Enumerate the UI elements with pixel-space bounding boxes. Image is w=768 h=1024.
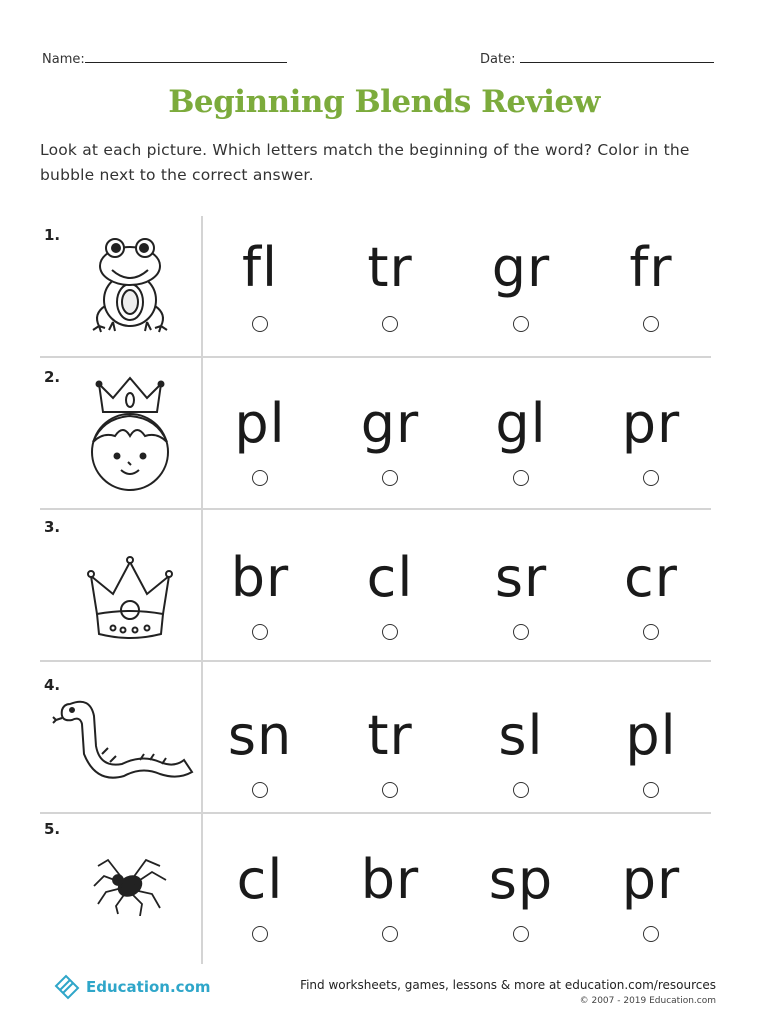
vertical-divider [201, 216, 203, 964]
name-line[interactable] [85, 50, 287, 63]
crown-icon [60, 552, 200, 644]
answer-bubble[interactable] [382, 624, 398, 640]
answer-option[interactable] [601, 850, 701, 910]
option-letters: gr [360, 392, 420, 455]
answer-bubble[interactable] [513, 782, 529, 798]
option-letters: fl [241, 236, 278, 299]
page-title: Beginning Blends Review [168, 84, 600, 120]
snake-icon [50, 694, 200, 784]
option-letters: tr [367, 704, 413, 767]
prince-icon [60, 374, 200, 494]
answer-bubble[interactable] [252, 926, 268, 942]
answer-option[interactable] [471, 706, 571, 766]
option-letters: pl [234, 392, 286, 455]
education-logo[interactable] [52, 972, 211, 1002]
option-letters: gr [491, 236, 551, 299]
option-letters: pl [625, 704, 677, 767]
date-line[interactable] [520, 50, 714, 63]
answer-option[interactable] [210, 394, 310, 454]
answer-bubble[interactable] [382, 470, 398, 486]
education-brand: Education.com [86, 978, 211, 996]
date-label: Date: [480, 52, 516, 67]
answer-bubble[interactable] [643, 470, 659, 486]
row-divider [40, 356, 711, 358]
answer-option[interactable] [340, 850, 440, 910]
option-letters: fr [629, 236, 673, 299]
answer-bubble[interactable] [513, 316, 529, 332]
answer-option[interactable] [471, 850, 571, 910]
question-number: 4. [44, 676, 61, 694]
answer-bubble[interactable] [252, 624, 268, 640]
answer-bubble[interactable] [252, 782, 268, 798]
answer-option[interactable] [471, 238, 571, 298]
answer-option[interactable] [210, 238, 310, 298]
option-letters: br [360, 848, 420, 911]
footer-tagline[interactable]: Find worksheets, games, lessons & more at education.com/resources [300, 978, 716, 992]
answer-bubble[interactable] [513, 926, 529, 942]
answer-bubble[interactable] [513, 624, 529, 640]
answer-option[interactable] [601, 706, 701, 766]
answer-bubble[interactable] [382, 926, 398, 942]
option-letters: pr [621, 848, 681, 911]
footer-copyright: © 2007 - 2019 Education.com [579, 996, 716, 1006]
answer-option[interactable] [340, 394, 440, 454]
option-letters: sp [488, 848, 554, 911]
answer-bubble[interactable] [382, 782, 398, 798]
answer-option[interactable] [210, 850, 310, 910]
answer-option[interactable] [340, 238, 440, 298]
answer-bubble[interactable] [643, 624, 659, 640]
option-letters: tr [367, 236, 413, 299]
question-number: 1. [44, 226, 61, 244]
option-letters: cl [236, 848, 284, 911]
row-divider [40, 508, 711, 510]
answer-option[interactable] [601, 238, 701, 298]
answer-bubble[interactable] [643, 782, 659, 798]
spider-icon [60, 852, 200, 916]
name-label: Name: [42, 52, 85, 67]
question-number: 2. [44, 368, 61, 386]
answer-bubble[interactable] [643, 316, 659, 332]
answer-bubble[interactable] [643, 926, 659, 942]
frog-icon [60, 234, 200, 334]
option-letters: sr [494, 546, 548, 609]
answer-option[interactable] [471, 394, 571, 454]
answer-bubble[interactable] [252, 316, 268, 332]
option-letters: pr [621, 392, 681, 455]
name-field[interactable] [42, 50, 287, 67]
answer-bubble[interactable] [382, 316, 398, 332]
instructions: Look at each picture. Which letters match the beginning of the word? Color in the bubble next to the correct answer. [40, 141, 690, 184]
row-divider [40, 812, 711, 814]
option-letters: gl [495, 392, 547, 455]
option-letters: br [230, 546, 290, 609]
answer-bubble[interactable] [513, 470, 529, 486]
option-letters: cr [624, 546, 678, 609]
answer-option[interactable] [210, 706, 310, 766]
answer-option[interactable] [340, 706, 440, 766]
answer-bubble[interactable] [252, 470, 268, 486]
option-letters: sl [498, 704, 544, 767]
answer-option[interactable] [471, 548, 571, 608]
date-field[interactable] [480, 50, 714, 67]
answer-option[interactable] [601, 394, 701, 454]
education-logo-icon [52, 972, 82, 1002]
answer-option[interactable] [210, 548, 310, 608]
answer-option[interactable] [601, 548, 701, 608]
row-divider [40, 660, 711, 662]
option-letters: sn [227, 704, 293, 767]
question-number: 3. [44, 518, 61, 536]
question-number: 5. [44, 820, 61, 838]
option-letters: cl [366, 546, 414, 609]
answer-option[interactable] [340, 548, 440, 608]
